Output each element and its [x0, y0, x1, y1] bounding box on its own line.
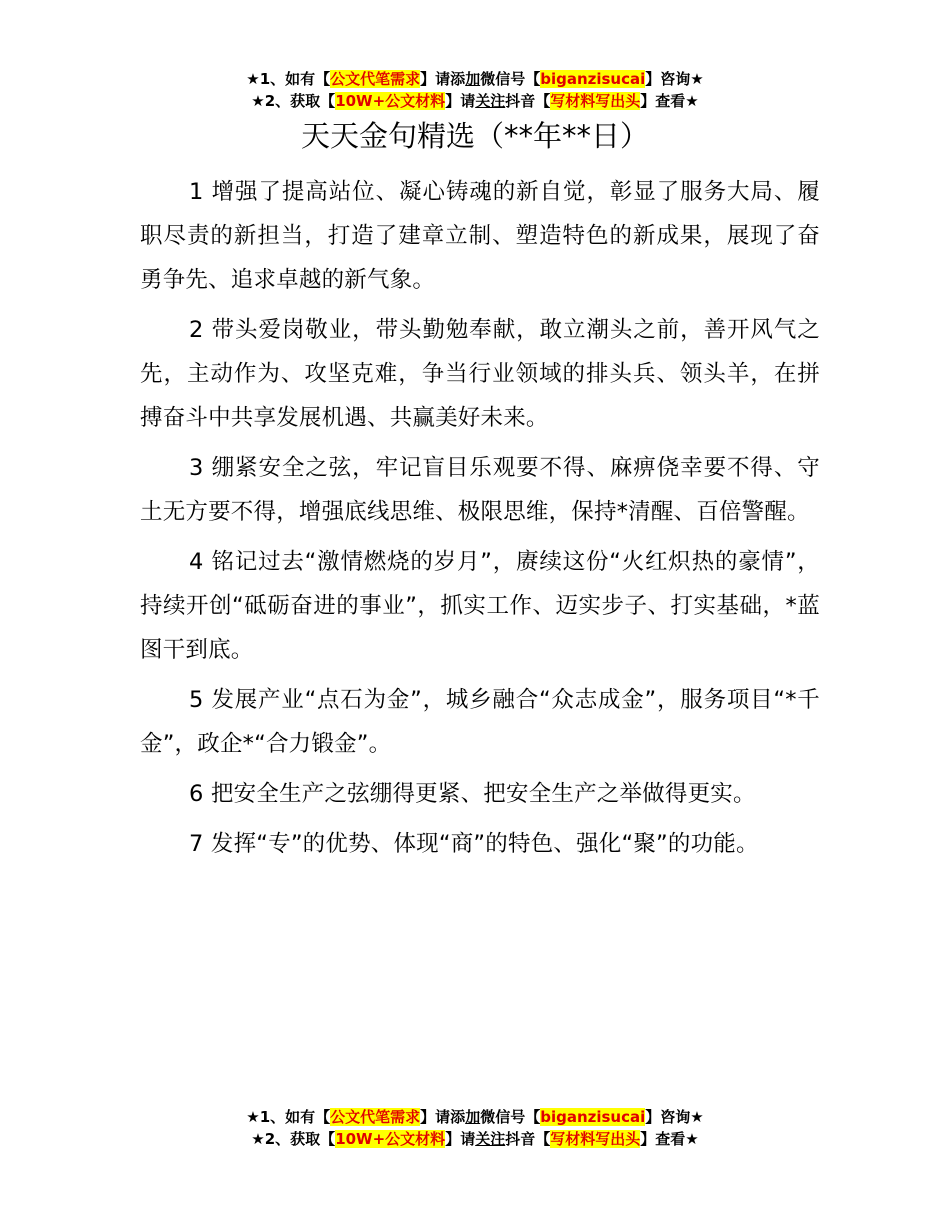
paragraph-5: 5 发展产业“点石为金”，城乡融合“众志成金”，服务项目“*千金”，政企*“合力锻金”。 [140, 687, 820, 757]
paragraph-4: 4 铭记过去“激情燃烧的岁月”，赓续这份“火红炽热的豪情”，持续开创“砥砺奋进的事业”，抓实工作、迈实步子、打实基础，*蓝图干到底。 [140, 549, 820, 663]
banner-highlight: biganzisucai [540, 70, 646, 88]
banner-text: 】请 [445, 1130, 476, 1148]
banner-text: 抖音【 [505, 1130, 551, 1148]
banner-underlined-text: 关注 [475, 92, 506, 110]
banner-highlight: 10W+公文材料 [335, 92, 446, 110]
banner-text: 】查看★ [640, 92, 699, 110]
banner-text: 】请添 [420, 1108, 466, 1126]
banner-underlined-text: 关注 [475, 1130, 506, 1148]
header-banner [0, 68, 950, 112]
banner-text: 微信号【 [480, 1108, 541, 1126]
paragraph-1: 1 增强了提高站位、凝心铸魂的新自觉，彰显了服务大局、履职尽责的新担当，打造了建章立制、塑造特色的新成果，展现了奋勇争先、追求卓越的新气象。 [140, 179, 820, 293]
banner-underlined-text: 加 [465, 1108, 481, 1126]
banner-highlight: 公文代笔需求 [330, 1108, 421, 1126]
paragraph-6: 6 把安全生产之弦绷得更紧、把安全生产之举做得更实。 [189, 781, 756, 807]
banner-line-1 [0, 1106, 950, 1128]
banner-text: 抖音【 [505, 92, 551, 110]
banner-text: 】咨询★ [645, 70, 704, 88]
banner-line-1 [0, 68, 950, 90]
banner-text: 】查看★ [640, 1130, 699, 1148]
paragraph-7: 7 发挥“专”的优势、体现“商”的特色、强化“聚”的功能。 [189, 831, 759, 857]
banner-text: ★1、如有【 [246, 70, 331, 88]
footer-banner [0, 1106, 950, 1150]
banner-line-2 [0, 1128, 950, 1150]
banner-text: 】咨询★ [645, 1108, 704, 1126]
banner-underlined-text: 加 [465, 70, 481, 88]
banner-highlight: 10W+公文材料 [335, 1130, 446, 1148]
document-title: 天天金句精选（**年**日） [300, 119, 649, 153]
document-body [140, 170, 820, 872]
banner-text: 】请 [445, 92, 476, 110]
banner-text: 微信号【 [480, 70, 541, 88]
banner-line-2 [0, 90, 950, 112]
banner-highlight: 写材料写出头 [550, 1130, 641, 1148]
banner-text: 】请添 [420, 70, 466, 88]
banner-text: ★2、获取【 [251, 1130, 336, 1148]
banner-highlight: 公文代笔需求 [330, 70, 421, 88]
paragraph-2: 2 带头爱岗敬业，带头勤勉奉献，敢立潮头之前，善开风气之先，主动作为、攻坚克难，争当行业领域的排头兵、领头羊，在拼搏奋斗中共享发展机遇、共赢美好未来。 [140, 317, 820, 431]
banner-highlight: biganzisucai [540, 1108, 646, 1126]
banner-text: ★2、获取【 [251, 92, 336, 110]
banner-text: ★1、如有【 [246, 1108, 331, 1126]
paragraph-3: 3 绷紧安全之弦，牢记盲目乐观要不得、麻痹侥幸要不得、守土无方要不得，增强底线思维、极限思维，保持*清醒、百倍警醒。 [140, 455, 820, 525]
banner-highlight: 写材料写出头 [550, 92, 641, 110]
